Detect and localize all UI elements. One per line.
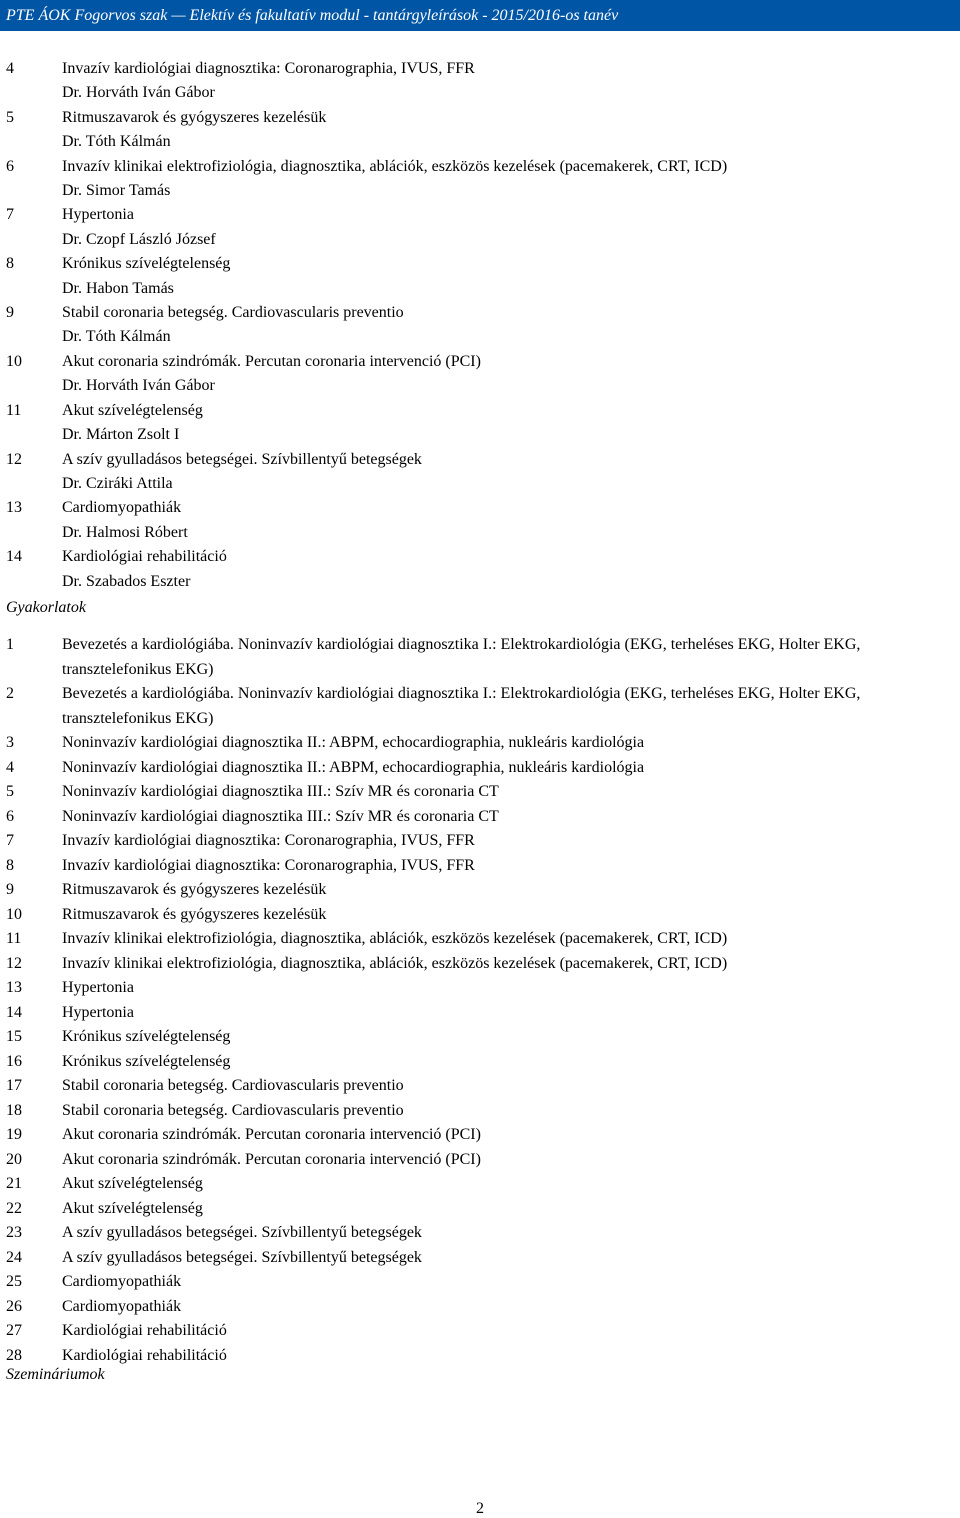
- lecture-teacher: Dr. Horváth Iván Gábor: [62, 84, 215, 102]
- practical-title: Noninvazív kardiológiai diagnosztika II.: ABPM, echocardiographia, nukleáris kardiológia: [62, 758, 645, 776]
- lecture-title: Stabil coronaria betegség. Cardiovascularis preventio: [62, 304, 404, 322]
- practical-row: [0, 1246, 960, 1271]
- practical-title: Cardiomyopathiák: [62, 1297, 182, 1315]
- practical-number: 28: [6, 1346, 22, 1364]
- practical-row: [0, 1221, 960, 1246]
- practical-title: Akut szívelégtelenség: [62, 1199, 203, 1217]
- practical-number: 21: [6, 1175, 22, 1192]
- lecture-list: [0, 57, 960, 594]
- practical-number: 2: [6, 685, 14, 702]
- practical-row: [0, 878, 960, 903]
- practical-number: 22: [6, 1199, 22, 1217]
- practical-number: 19: [6, 1126, 22, 1143]
- practical-title: Stabil coronaria betegség. Cardiovascularis preventio: [62, 1077, 404, 1094]
- practical-row: [0, 1319, 960, 1344]
- practical-row: [0, 1295, 960, 1320]
- practical-title: Invazív klinikai elektrofiziológia, diagnosztika, ablációk, eszközös kezelések (pacemakerek, CRT, ICD): [62, 930, 728, 947]
- lecture-number: 14: [6, 548, 22, 566]
- practical-row: [0, 1025, 960, 1050]
- lecture-number: 8: [6, 255, 14, 273]
- practical-number: 18: [6, 1101, 22, 1119]
- practical-row: [0, 976, 960, 1001]
- lecture-title: Ritmuszavarok és gyógyszeres kezelésük: [62, 108, 327, 126]
- lecture-teacher: Dr. Halmosi Róbert: [62, 523, 188, 541]
- practical-title: Krónikus szívelégtelenség: [62, 1052, 231, 1070]
- lecture-title: Invazív klinikai elektrofiziológia, diagnosztika, ablációk, eszközös kezelések (pacemakerek, CRT, ICD): [62, 157, 728, 175]
- practical-number: 1: [6, 636, 14, 653]
- lecture-row: [0, 448, 960, 472]
- lecture-row: [0, 252, 960, 276]
- lecture-teacher: Dr. Horváth Iván Gábor: [62, 377, 215, 395]
- practical-title: Invazív kardiológiai diagnosztika: Coronarographia, IVUS, FFR: [62, 832, 475, 849]
- practical-title: Stabil coronaria betegség. Cardiovascularis preventio: [62, 1101, 404, 1119]
- lecture-teacher: Dr. Czopf László József: [62, 230, 216, 248]
- lecture-row: [0, 106, 960, 130]
- lecture-number: 11: [6, 401, 22, 419]
- lecture-title: Invazív kardiológiai diagnosztika: Coronarographia, IVUS, FFR: [62, 60, 475, 77]
- practical-title: Ritmuszavarok és gyógyszeres kezelésük: [62, 881, 327, 898]
- practical-row: [0, 854, 960, 879]
- practical-row: [0, 1197, 960, 1222]
- lecture-number: 5: [6, 108, 14, 126]
- practical-list: [0, 633, 960, 1368]
- practical-row: [0, 1270, 960, 1295]
- lecture-teacher: Dr. Tóth Kálmán: [62, 328, 171, 346]
- practical-title: Akut szívelégtelenség: [62, 1175, 203, 1192]
- practical-number: 23: [6, 1224, 22, 1241]
- practical-row: [0, 1344, 960, 1369]
- practical-title: A szív gyulladásos betegségei. Szívbillentyű betegségek: [62, 1224, 422, 1241]
- lecture-number: 9: [6, 304, 14, 322]
- practical-title: Bevezetés a kardiológiába. Noninvazív kardiológiai diagnosztika I.: Elektrokardiológia (EKG, terheléses EKG, Holter EKG, transztelefonikus EKG): [62, 685, 861, 727]
- practical-number: 11: [6, 930, 22, 947]
- lecture-teacher: Dr. Habon Tamás: [62, 279, 174, 297]
- practical-number: 27: [6, 1322, 22, 1339]
- lecture-row: [0, 155, 960, 179]
- practical-row: [0, 805, 960, 830]
- practical-number: 5: [6, 783, 14, 800]
- practical-title: Akut coronaria szindrómák. Percutan coronaria intervenció (PCI): [62, 1126, 481, 1143]
- lecture-title: Kardiológiai rehabilitáció: [62, 548, 227, 566]
- practical-title: Krónikus szívelégtelenség: [62, 1028, 231, 1045]
- practical-number: 6: [6, 807, 14, 825]
- practical-title: Noninvazív kardiológiai diagnosztika II.: ABPM, echocardiographia, nukleáris kardiológia: [62, 734, 645, 751]
- practical-row: [0, 927, 960, 952]
- practical-row: [0, 756, 960, 781]
- practical-title: Hypertonia: [62, 979, 134, 996]
- running-header: PTE ÁOK Fogorvos szak — Elektív és fakultatív modul - tantárgyleírások - 2015/2016-os tanév: [0, 0, 960, 31]
- practical-number: 26: [6, 1297, 22, 1315]
- section-title-practicals: Gyakorlatok: [6, 599, 86, 616]
- practical-title: Bevezetés a kardiológiába. Noninvazív kardiológiai diagnosztika I.: Elektrokardiológia (EKG, terheléses EKG, Holter EKG, transztelefonikus EKG): [62, 636, 861, 678]
- practical-number: 25: [6, 1273, 22, 1290]
- lecture-title: Akut coronaria szindrómák. Percutan coronaria intervenció (PCI): [62, 352, 481, 370]
- practical-title: Noninvazív kardiológiai diagnosztika III.: Szív MR és coronaria CT: [62, 783, 499, 800]
- practical-title: Kardiológiai rehabilitáció: [62, 1346, 227, 1364]
- practical-title: Noninvazív kardiológiai diagnosztika III.: Szív MR és coronaria CT: [62, 807, 499, 825]
- practical-number: 7: [6, 832, 14, 849]
- practical-title: Kardiológiai rehabilitáció: [62, 1322, 227, 1339]
- practical-number: 24: [6, 1248, 22, 1266]
- practical-row: [0, 1050, 960, 1075]
- practical-number: 3: [6, 734, 14, 751]
- practical-number: 4: [6, 758, 14, 776]
- practical-number: 13: [6, 979, 22, 996]
- lecture-row: [0, 399, 960, 423]
- practical-row: [0, 1172, 960, 1197]
- practical-number: 14: [6, 1003, 22, 1021]
- practical-row: [0, 1148, 960, 1173]
- lecture-number: 10: [6, 352, 22, 370]
- practical-row: [0, 1099, 960, 1124]
- lecture-teacher: Dr. Szabados Eszter: [62, 572, 191, 590]
- lecture-number: 12: [6, 450, 22, 468]
- lecture-row: [0, 496, 960, 520]
- practical-title: Invazív kardiológiai diagnosztika: Coronarographia, IVUS, FFR: [62, 856, 475, 874]
- practical-title: Cardiomyopathiák: [62, 1273, 182, 1290]
- practical-number: 9: [6, 881, 14, 898]
- lecture-teacher: Dr. Márton Zsolt I: [62, 426, 180, 444]
- practical-row: [0, 731, 960, 756]
- practical-title: Invazív klinikai elektrofiziológia, diagnosztika, ablációk, eszközös kezelések (pacemakerek, CRT, ICD): [62, 954, 728, 972]
- practical-title: A szív gyulladásos betegségei. Szívbillentyű betegségek: [62, 1248, 422, 1266]
- practical-row: [0, 633, 960, 682]
- lecture-row: [0, 301, 960, 325]
- practical-number: 12: [6, 954, 22, 972]
- lecture-row: [0, 57, 960, 81]
- lecture-title: Hypertonia: [62, 206, 134, 224]
- practical-number: 8: [6, 856, 14, 874]
- lecture-title: Akut szívelégtelenség: [62, 401, 203, 419]
- lecture-row: [0, 203, 960, 227]
- lecture-teacher: Dr. Simor Tamás: [62, 182, 171, 200]
- practical-number: 17: [6, 1077, 22, 1094]
- practical-row: [0, 903, 960, 928]
- practical-row: [0, 1123, 960, 1148]
- practical-row: [0, 682, 960, 731]
- practical-title: Hypertonia: [62, 1003, 134, 1021]
- practical-row: [0, 1001, 960, 1026]
- lecture-teacher: Dr. Tóth Kálmán: [62, 133, 171, 151]
- lecture-title: Cardiomyopathiák: [62, 499, 182, 517]
- section-title-seminars: Szemináriumok: [6, 1366, 105, 1383]
- practical-number: 16: [6, 1052, 22, 1070]
- practical-row: [0, 780, 960, 805]
- practical-row: [0, 1074, 960, 1099]
- lecture-teacher: Dr. Cziráki Attila: [62, 474, 173, 492]
- practical-number: 20: [6, 1150, 22, 1168]
- lecture-row: [0, 350, 960, 374]
- practical-title: Ritmuszavarok és gyógyszeres kezelésük: [62, 905, 327, 923]
- practical-row: [0, 952, 960, 977]
- lecture-number: 13: [6, 499, 22, 517]
- practical-number: 15: [6, 1028, 22, 1045]
- lecture-title: Krónikus szívelégtelenség: [62, 255, 231, 273]
- practical-number: 10: [6, 905, 22, 923]
- lecture-number: 4: [6, 60, 14, 77]
- lecture-row: [0, 545, 960, 569]
- page-number: 2: [476, 1500, 484, 1517]
- practical-title: Akut coronaria szindrómák. Percutan coronaria intervenció (PCI): [62, 1150, 481, 1168]
- lecture-number: 6: [6, 157, 14, 175]
- lecture-number: 7: [6, 206, 14, 224]
- lecture-title: A szív gyulladásos betegségei. Szívbillentyű betegségek: [62, 450, 422, 468]
- practical-row: [0, 829, 960, 854]
